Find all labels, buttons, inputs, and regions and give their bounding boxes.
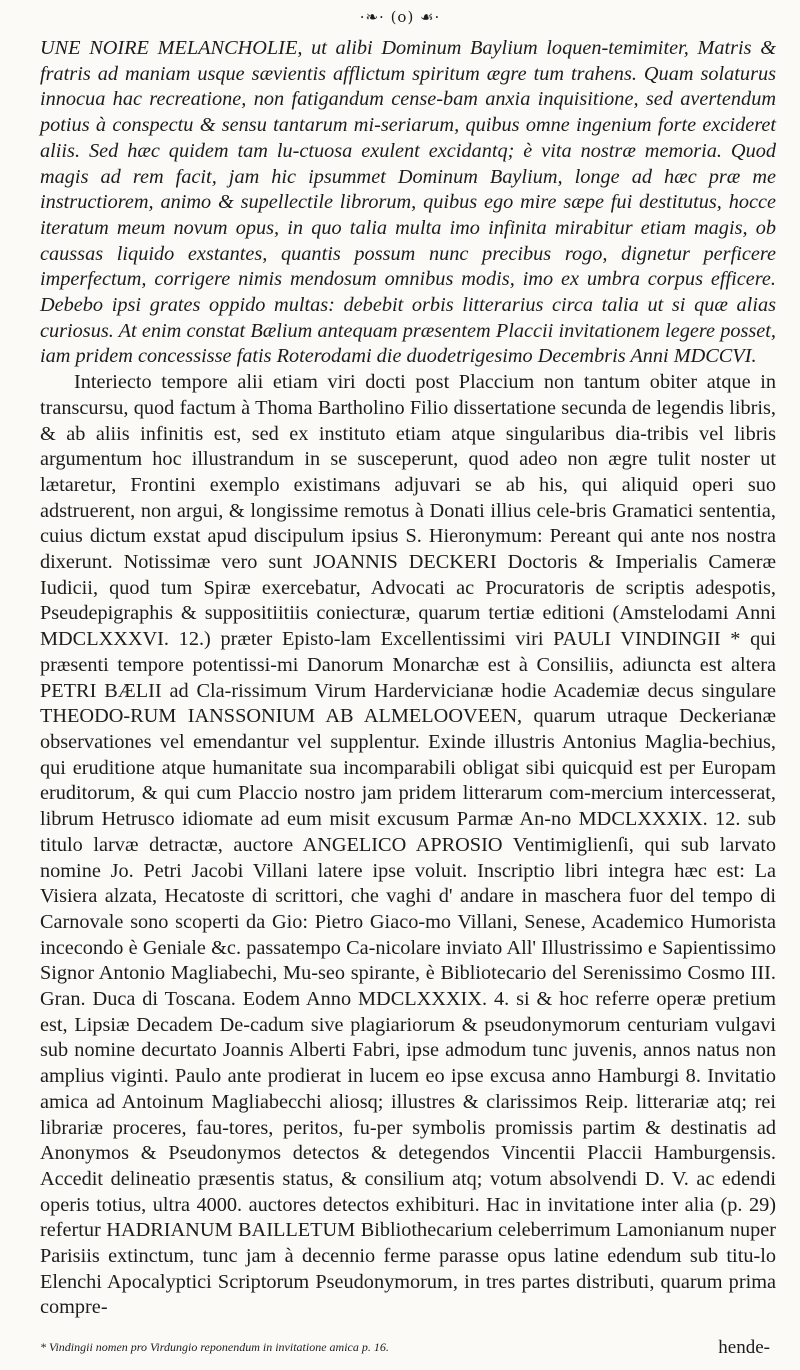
- paragraph-second: Interiecto tempore alii etiam viri docti post Placcium non tantum obiter atque in transcursu, quod factum à Thoma Bartholino Filio dissertatione secunda de legendis libris, & ab aliis infinitis est, sed ex instituto etiam atque singularibus dia-tribis vel libris argumentum hoc illustrandum in se susceperunt, quod adeo non ægre tulit noster ut lætaretur, Frontini exemplo existimans adjuvari se ab his, qui aliquid operi suo adstruerent, non argui, & longissime remotus à Donati illius cele-bris Gramatici sententia, cuius dictum exstat apud discipulum ipsius S. Hieronymum: Pereant qui ante nos nostra dixerunt. Notissimæ vero sunt JOANNIS DECKERI Doctoris & Imperialis Cameræ Iudicii, quod tum Spiræ exercebatur, Advocati ac Procuratoris de scriptis adespotis, Pseudepigraphis & suppositiitiis coniecturæ, quarum tertiæ editioni (Amstelodami Anni MDCLXXXVI. 12.) præter Episto-lam Excellentissimi viri PAULI VINDINGII * qui præsenti tempore potentissi-mi Danorum Monarchæ est à Consiliis, adiuncta est altera PETRI BÆLII ad Cla-rissimum Virum Hardervicianæ hodie Academiæ decus singulare THEODO-RUM IANSSONIUM AB ALMELOOVEEN, quarum utraque Deckerianæ observationes vel emendantur vel supplentur. Exinde illustris Antonius Maglia-bechius, qui eruditione atque humanitate sua incomparabili obligat sibi quicquid est per Europam eruditorum, & qui cum Placcio nostro jam pridem litterarum com-mercium intercesserat, librum Hetrusco idiomate ad eum misit excusum Parmæ An-no MDCLXXXIX. 12. sub titulo larvæ detractæ, auctore ANGELICO APROSIO Ventimiglienſi, qui sub larvato nomine Jo. Petri Jacobi Villani latere ipse voluit. Inscriptio libri integra hæc est: La Visiera alzata, Hecatoste di scrittori, che vaghi d' andare in maschera fuor del tempo di Carnovale sono scoperti da Gio: Pietro Giaco-mo Villani, Senese, Academico Humorista incecondo è Geniale &c. passatempo Ca-nicolare inviato All' Illustrissimo e Sapientissimo Signor Antonio Magliabechi, Mu-seo spirante, è Bibliotecario del Serenissimo Cosmo III. Gran. Duca di Toscana. Eodem Anno MDCLXXXIX. 4. si & hoc referre operæ pretium est, Lipsiæ Decadem De-cadum sive plagiariorum & pseudonymorum centuriam vulgavi sub nomine decurtato Joannis Alberti Fabri, ipse admodum tunc juvenis, annos natus non amplius viginti. Paulo ante prodierat in lucem eo ipse excusa anno Hamburgi 8. Invitatio amica ad Antoinum Magliabecchi aliosq; illustres & clarissimos Reip. litterariæ atq; rei librariæ proceres, fau-tores, peritos, fu-per symbolis promissis partim & destinatis ad Anonymos & Pseudonymos detectos & detegendos Vincentii Placcii Hamburgensis. Accedit delineatio præsentis status, & consilium atq; votum absolvendi D. V. ac edendi operis totius, ultra 4000. auctores detectos exhibituri. Hac in invitatione inter alia (p. 29) refertur HADRIANUM BAILLETUM Bibliothecarium celeberrimum Lamonianum nuper Parisiis extinctum, tunc jam à decennio ferme parasse opus latine edendum sub titu-lo Elenchi Apocalyptici Scriptorum Pseudonymorum, in tres partes distributi, quarum prima compre-: [40, 371, 776, 1319]
- catchword: hende-: [718, 1337, 770, 1358]
- main-text-block: [40, 36, 776, 1321]
- paragraph-first: UNE NOIRE MELANCHOLIE, ut alibi Dominum Baylium loquen-temimiter, Matris & fratris ad maniam usque sævientis afflictum spiritum ægre tum trahens. Quam solaturus innocua hac recreatione, non fatigandum cense-bam anxia inquisitione, sed avertendum potius à conspectu & sensu tantarum mi-seriarum, quibus omne ingenium forte excideret aliis. Sed hæc quidem tam lu-ctuosa exulent excidantq; è vita nostræ memoria. Quod magis ad rem facit, jam hic ipsummet Dominum Baylium, longe ad hæc præ me instructiorem, animo & supellectile librorum, quibus ego mire sæpe fui destitutus, hocce iteratum meum novum opus, in quo talia multa imo infinita mirabitur etiam magis, ob caussas liquido exstantes, quantis possum nunc precibus rogo, dignetur perficere imperfectum, corrigere nimis mendosum omnibus modis, imo ex umbra corpus efficere. Debebo ipsi grates oppido multas: debebit orbis litterarius circa talia ut si quæ alias curiosus. At enim constat Bælium antequam præsentem Placcii invitationem legere posset, iam pridem concessisse fatis Roterodami die duodetrigesimo Decembris Anni MDCCVI.: [40, 37, 776, 368]
- footnote: * Vindingii nomen pro Virdungio reponendum in invitatione amica p. 16.: [40, 1340, 389, 1354]
- page-ornament-header: ·❧· (o) ☙·: [359, 8, 441, 26]
